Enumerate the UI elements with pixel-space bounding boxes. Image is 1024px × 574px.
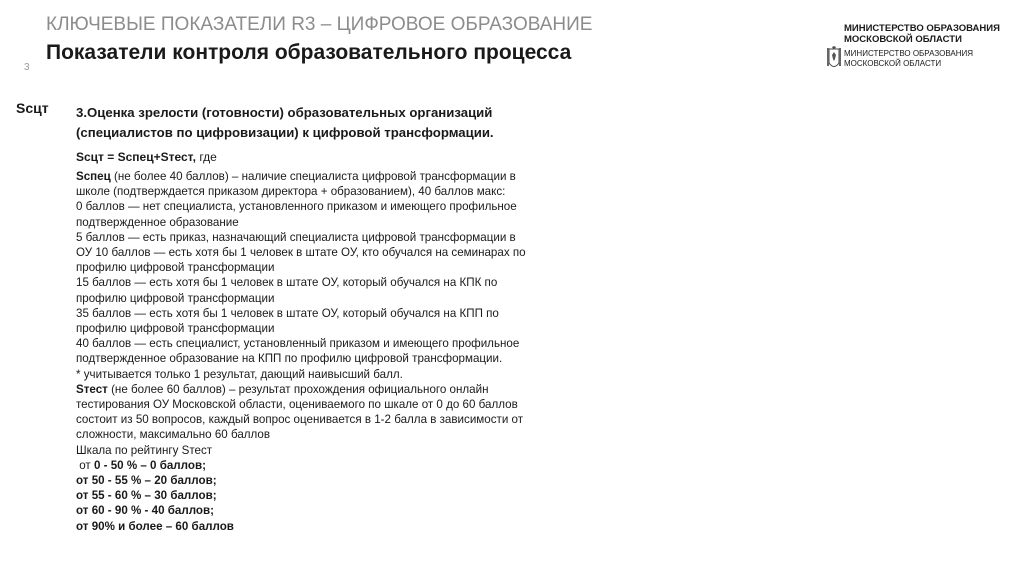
- term-label: Sтест: [76, 382, 108, 396]
- description-text: 5 баллов — есть приказ, назначающий специалиста цифровой трансформации в: [76, 230, 516, 244]
- description-text: сложности, максимально 60 баллов: [76, 428, 271, 442]
- scale-item: [76, 473, 556, 488]
- coat-of-arms-icon: [826, 46, 842, 72]
- description-text: ОУ 10 баллов — есть хотя бы 1 человек в штате ОУ, кто обучался на семинарах по: [76, 246, 526, 260]
- indicator-label: Sсцт: [16, 100, 49, 116]
- description-text: Шкала по рейтингу Sтест: [76, 443, 213, 457]
- description-line: [76, 427, 556, 442]
- description-line: [76, 351, 556, 366]
- section-heading-line1: 3.Оценка зрелости (готовности) образовательных организаций: [76, 105, 493, 120]
- ministry-subtitle-line1: МИНИСТЕРСТВО ОБРАЗОВАНИЯ: [844, 49, 974, 58]
- description-text: 40 баллов — есть специалист, установленный приказом и имеющего профильное: [76, 337, 520, 351]
- scale-prefix: от: [76, 458, 94, 472]
- description-line: [76, 184, 556, 199]
- description-line: [76, 230, 556, 245]
- scale-item: [76, 503, 556, 518]
- scale-item: [76, 519, 556, 534]
- description-text: состоит из 50 вопросов, каждый вопрос оценивается в 1-2 балла в зависимости от: [76, 413, 524, 427]
- description-line: [76, 245, 556, 260]
- description-line: [76, 169, 556, 184]
- ministry-subtitle: [844, 49, 973, 69]
- scale-value: 0 - 50 % – 0 баллов;: [93, 458, 206, 472]
- description-line: [76, 215, 556, 230]
- description-line: [76, 199, 556, 214]
- description-text: подтвержденное образование: [76, 215, 239, 229]
- description-line: [76, 397, 556, 412]
- description-line: [76, 306, 556, 321]
- description-line: [76, 336, 556, 351]
- description-text: 15 баллов — есть хотя бы 1 человек в штате ОУ, который обучался на КПК по: [76, 276, 498, 290]
- section-heading: [76, 103, 556, 143]
- description-text: * учитывается только 1 результат, дающий наивысший балл.: [76, 367, 403, 381]
- section-heading-line2: (специалистов по цифровизации) к цифровой трансформации.: [76, 125, 494, 140]
- description-line: [76, 367, 556, 382]
- description-text: 35 баллов — есть хотя бы 1 человек в штате ОУ, который обучался на КПП по: [76, 306, 499, 320]
- ministry-subtitle-line2: МОСКОВСКОЙ ОБЛАСТИ: [844, 59, 942, 68]
- description-text: школе (подтверждается приказом директора + образованием), 40 баллов макс:: [76, 185, 506, 199]
- description-text: (не более 40 баллов) – наличие специалиста цифровой трансформации в: [110, 170, 516, 183]
- ministry-name: [844, 23, 1000, 45]
- page-number: 3: [24, 62, 30, 73]
- scale-value: от 50 - 55 % – 20 баллов;: [76, 474, 217, 488]
- content-block: [76, 103, 556, 534]
- formula-suffix: где: [195, 150, 217, 164]
- description-text: профилю цифровой трансформации: [76, 291, 275, 305]
- ministry-logo: [826, 46, 973, 72]
- scale-item: [76, 488, 556, 503]
- ministry-name-line2: МОСКОВСКОЙ ОБЛАСТИ: [844, 34, 962, 45]
- description-line: [76, 382, 556, 397]
- description-text: профилю цифровой трансформации: [76, 322, 275, 336]
- description-text: профилю цифровой трансформации: [76, 261, 275, 275]
- description-line: [76, 291, 556, 306]
- description-text: (не более 60 баллов) – результат прохождения официального онлайн: [107, 382, 489, 396]
- ministry-name-line1: МИНИСТЕРСТВО ОБРАЗОВАНИЯ: [844, 23, 1000, 34]
- formula: [76, 148, 556, 166]
- section-kicker: КЛЮЧЕВЫЕ ПОКАЗАТЕЛИ R3 – ЦИФРОВОЕ ОБРАЗОВАНИЕ: [46, 14, 593, 35]
- description-line: [76, 260, 556, 275]
- scale-value: от 55 - 60 % – 30 баллов;: [76, 489, 217, 503]
- description-line: [76, 443, 556, 458]
- scale-item: [76, 458, 556, 473]
- description-text: подтвержденное образование на КПП по профилю цифровой трансформации.: [76, 352, 503, 366]
- page-title: Показатели контроля образовательного процесса: [46, 41, 572, 64]
- description-text: 0 баллов — нет специалиста, установленного приказом и имеющего профильное: [76, 200, 517, 214]
- formula-expression: Sсцт = Sспец+Sтест,: [76, 150, 196, 164]
- description-lines: [76, 169, 556, 458]
- rating-scale: [76, 458, 556, 534]
- description-text: тестирования ОУ Московской области, оцениваемого по шкале от 0 до 60 баллов: [76, 398, 518, 412]
- description-line: [76, 321, 556, 336]
- scale-value: от 60 - 90 % - 40 баллов;: [76, 504, 214, 518]
- scale-value: от 90% и более – 60 баллов: [76, 519, 234, 533]
- description-line: [76, 275, 556, 290]
- term-label: Sспец: [76, 170, 111, 183]
- description-line: [76, 412, 556, 427]
